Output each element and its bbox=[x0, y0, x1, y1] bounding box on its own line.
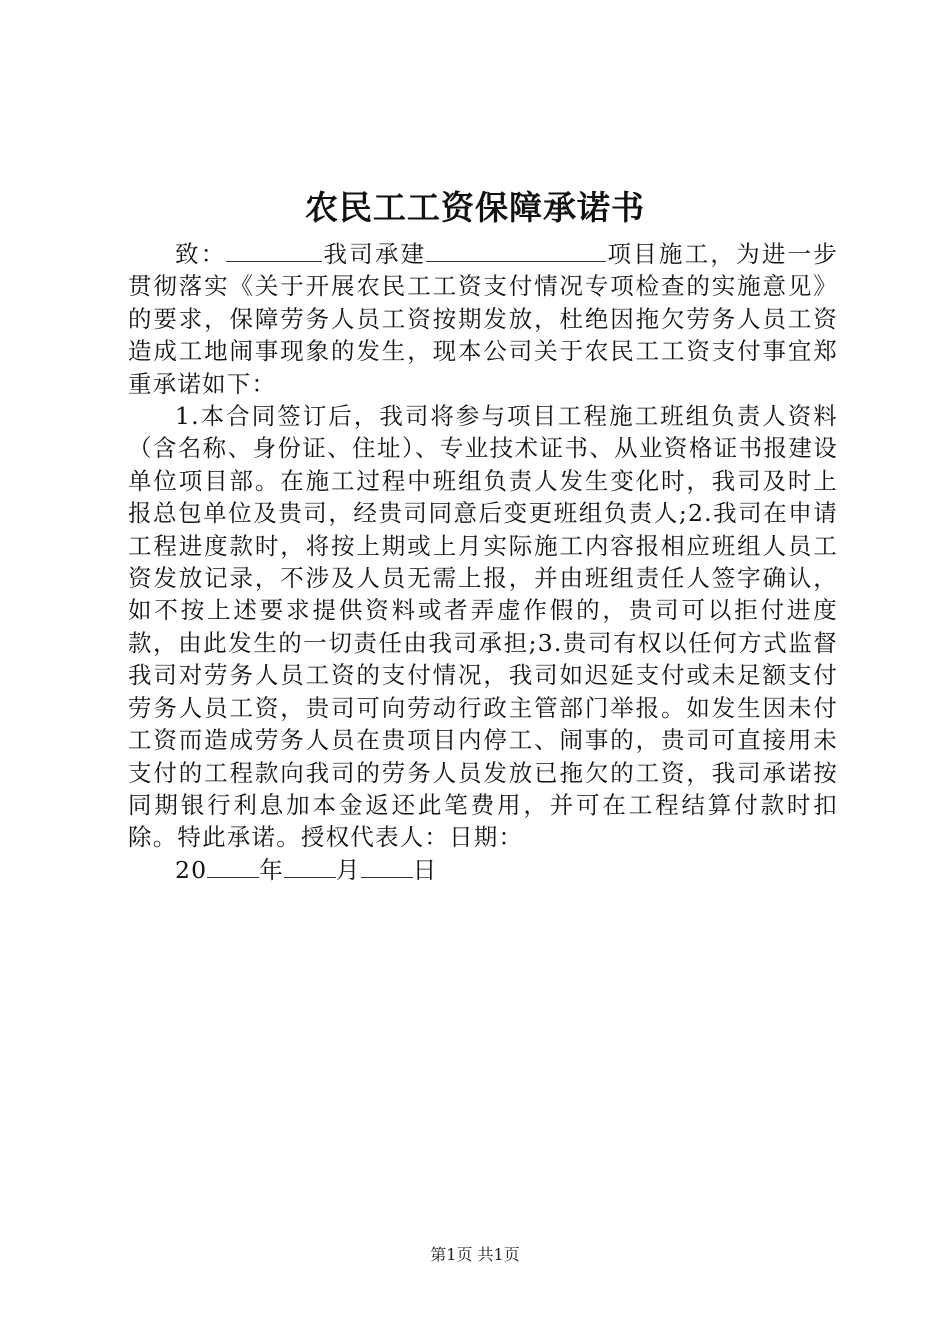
clauses-paragraph: 1.本合同签订后，我司将参与项目工程施工班组负责人资料（含名称、身份证、住址）、专业技术证书、从业资格证书报建设单位项目部。在施工过程中班组负责人发生变化时，我司及时上报总包单位及贵司，经贵司同意后变更班组负责人;2.我司在申请工程进度款时，将按上期或上月实际施工内容报相应班组人员工资发放记录，不涉及人员无需上报，并由班组责任人签字确认，如不按上述要求提供资料或者弄虚作假的，贵司可以拒付进度款，由此发生的一切责任由我司承担;3.贵司有权以任何方式监督我司对劳务人员工资的支付情况，我司如迟延支付或未足额支付劳务人员工资，贵司可向劳动行政主管部门举报。如发生因未付工资而造成劳务人员在贵项目内停工、闹事的，贵司可直接用未支付的工程款向我司的劳务人员发放已拖欠的工资，我司承诺按同期银行利息加本金返还此笔费用，并可在工程结算付款时扣除。特此承诺。授权代表人：日期： bbox=[128, 402, 838, 852]
document-title: 农民工工资保障承诺书 bbox=[305, 188, 645, 227]
intro-paragraph bbox=[128, 238, 838, 400]
month-blank bbox=[284, 855, 336, 878]
intro-middle: 我司承建 bbox=[322, 240, 427, 268]
recipient-blank bbox=[226, 239, 322, 262]
intro-rest: 项目施工，为进一步贯彻落实《关于开展农民工工资支付情况专项检查的实施意见》的要求，保障劳务人员工资按期发放，杜绝因拖欠劳务人员工资造成工地闹事现象的发生，现本公司关于农民工工资支付事宜郑重承诺如下： bbox=[128, 240, 838, 398]
date-month: 月 bbox=[336, 855, 361, 884]
document-body bbox=[128, 238, 838, 886]
intro-prefix: 致： bbox=[175, 240, 227, 268]
date-prefix: 20 bbox=[175, 855, 208, 884]
project-blank bbox=[426, 239, 606, 262]
date-day: 日 bbox=[412, 855, 438, 884]
day-blank bbox=[361, 855, 413, 878]
date-line bbox=[128, 854, 838, 886]
year-blank bbox=[207, 855, 259, 878]
page-footer: 第1页 共1页 bbox=[430, 1245, 520, 1264]
date-year: 年 bbox=[259, 855, 285, 884]
